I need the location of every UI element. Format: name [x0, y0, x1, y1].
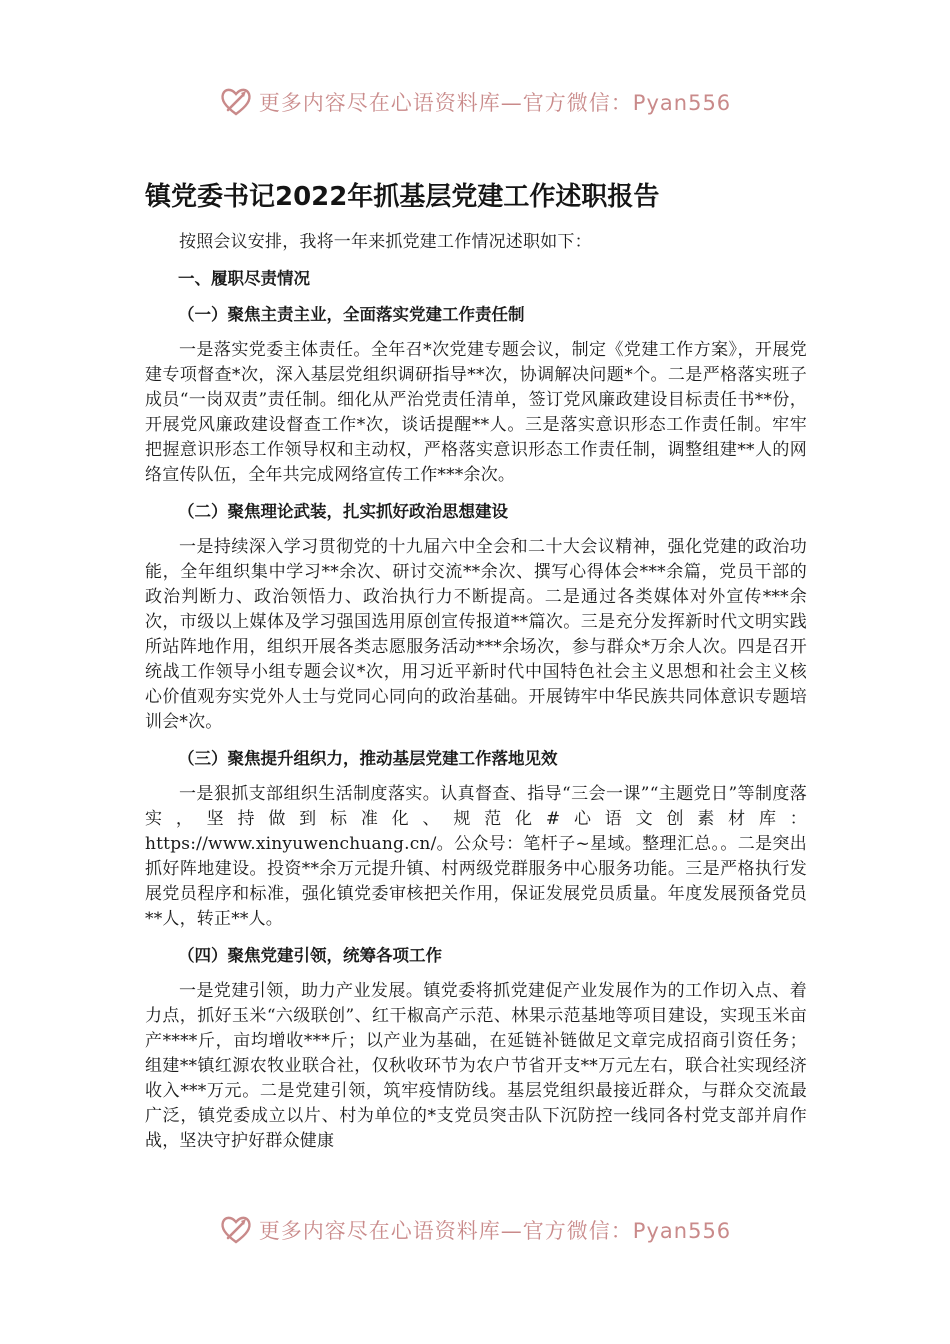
- watermark-banner-top: [0, 80, 950, 124]
- section-heading: 一、履职尽责情况: [178, 269, 310, 288]
- intro-paragraph: 按照会议安排，我将一年来抓党建工作情况述职如下：: [179, 232, 592, 252]
- watermark-text: 更多内容尽在心语资料库—官方微信：Pyan556: [258, 1219, 732, 1243]
- subsection-heading-2: （二）聚焦理论武装，扎实抓好政治思想建设: [178, 502, 508, 521]
- document-title: 镇党委书记2022年抓基层党建工作述职报告: [145, 182, 660, 212]
- heart-pen-logo-icon: [219, 1213, 253, 1247]
- subsection-heading-1: （一）聚焦主责主业，全面落实党建工作责任制: [178, 305, 525, 324]
- subsection-body-2: 一是持续深入学习贯彻党的十九届六中全会和二十大会议精神，强化党建的政治功能，全年组织集中学习**余次、研讨交流**余次、撰写心得体会***余篇，党员干部的政治判断力、政治领悟力、政治执行力不断提高。二是通过各类媒体对外宣传***余次，市级以上媒体及学习强国选用原创宣传报道**篇次。三是充分发挥新时代文明实践所站阵地作用，组织开展各类志愿服务活动***余场次，参与群众*万余人次。四是召开统战工作领导小组专题会议*次，用习近平新时代中国特色社会主义思想和社会主义核心价值观夯实党外人士与党同心同向的政治基础。开展铸牢中华民族共同体意识专题培训会*次。: [145, 537, 807, 732]
- subsection-body-1: 一是落实党委主体责任。全年召*次党建专题会议，制定《党建工作方案》，开展党建专项督查*次，深入基层党组织调研指导**次，协调解决问题*个。二是严格落实班子成员“一岗双责”责任制。细化从严治党责任清单，签订党风廉政建设目标责任书**份，开展党风廉政建设督查工作*次，谈话提醒**人。三是落实意识形态工作责任制。牢牢把握意识形态工作领导权和主动权，严格落实意识形态工作责任制，调整组建**人的网络宣传队伍，全年共完成网络宣传工作***余次。: [145, 340, 807, 485]
- subsection-heading-3: （三）聚焦提升组织力，推动基层党建工作落地见效: [178, 749, 558, 768]
- watermark-banner-bottom: [0, 1208, 950, 1252]
- subsection-body-3: 一是狠抓支部组织生活制度落实。认真督查、指导“三会一课”“主题党日”等制度落实，坚持做到标准化、规范化#心语文创素材库：https://www.xinyuwenchuang.cn/。公众号：笔杆子~星域。整理汇总。。二是突出抓好阵地建设。投资**余万元提升镇、村两级党群服务中心服务功能。三是严格执行发展党员程序和标准，强化镇党委审核把关作用，保证发展党员质量。年度发展预备党员**人，转正**人。: [145, 784, 807, 929]
- heart-pen-logo-icon: [219, 85, 253, 119]
- subsection-body-4: 一是党建引领，助力产业发展。镇党委将抓党建促产业发展作为的工作切入点、着力点，抓好玉米“六级联创”、红干椒高产示范、林果示范基地等项目建设，实现玉米亩产****斤，亩均增收***斤；以产业为基础，在延链补链做足文章完成招商引资任务；组建**镇红源农牧业联合社，仅秋收环节为农户节省开支**万元左右，联合社实现经济收入***万元。二是党建引领，筑牢疫情防线。基层党组织最接近群众，与群众交流最广泛，镇党委成立以片、村为单位的*支党员突击队下沉防控一线同各村党支部并肩作战，坚决守护好群众健康: [145, 981, 807, 1151]
- watermark-text: 更多内容尽在心语资料库—官方微信：Pyan556: [258, 91, 732, 115]
- subsection-heading-4: （四）聚焦党建引领，统筹各项工作: [178, 946, 442, 965]
- document-body: [145, 226, 807, 1165]
